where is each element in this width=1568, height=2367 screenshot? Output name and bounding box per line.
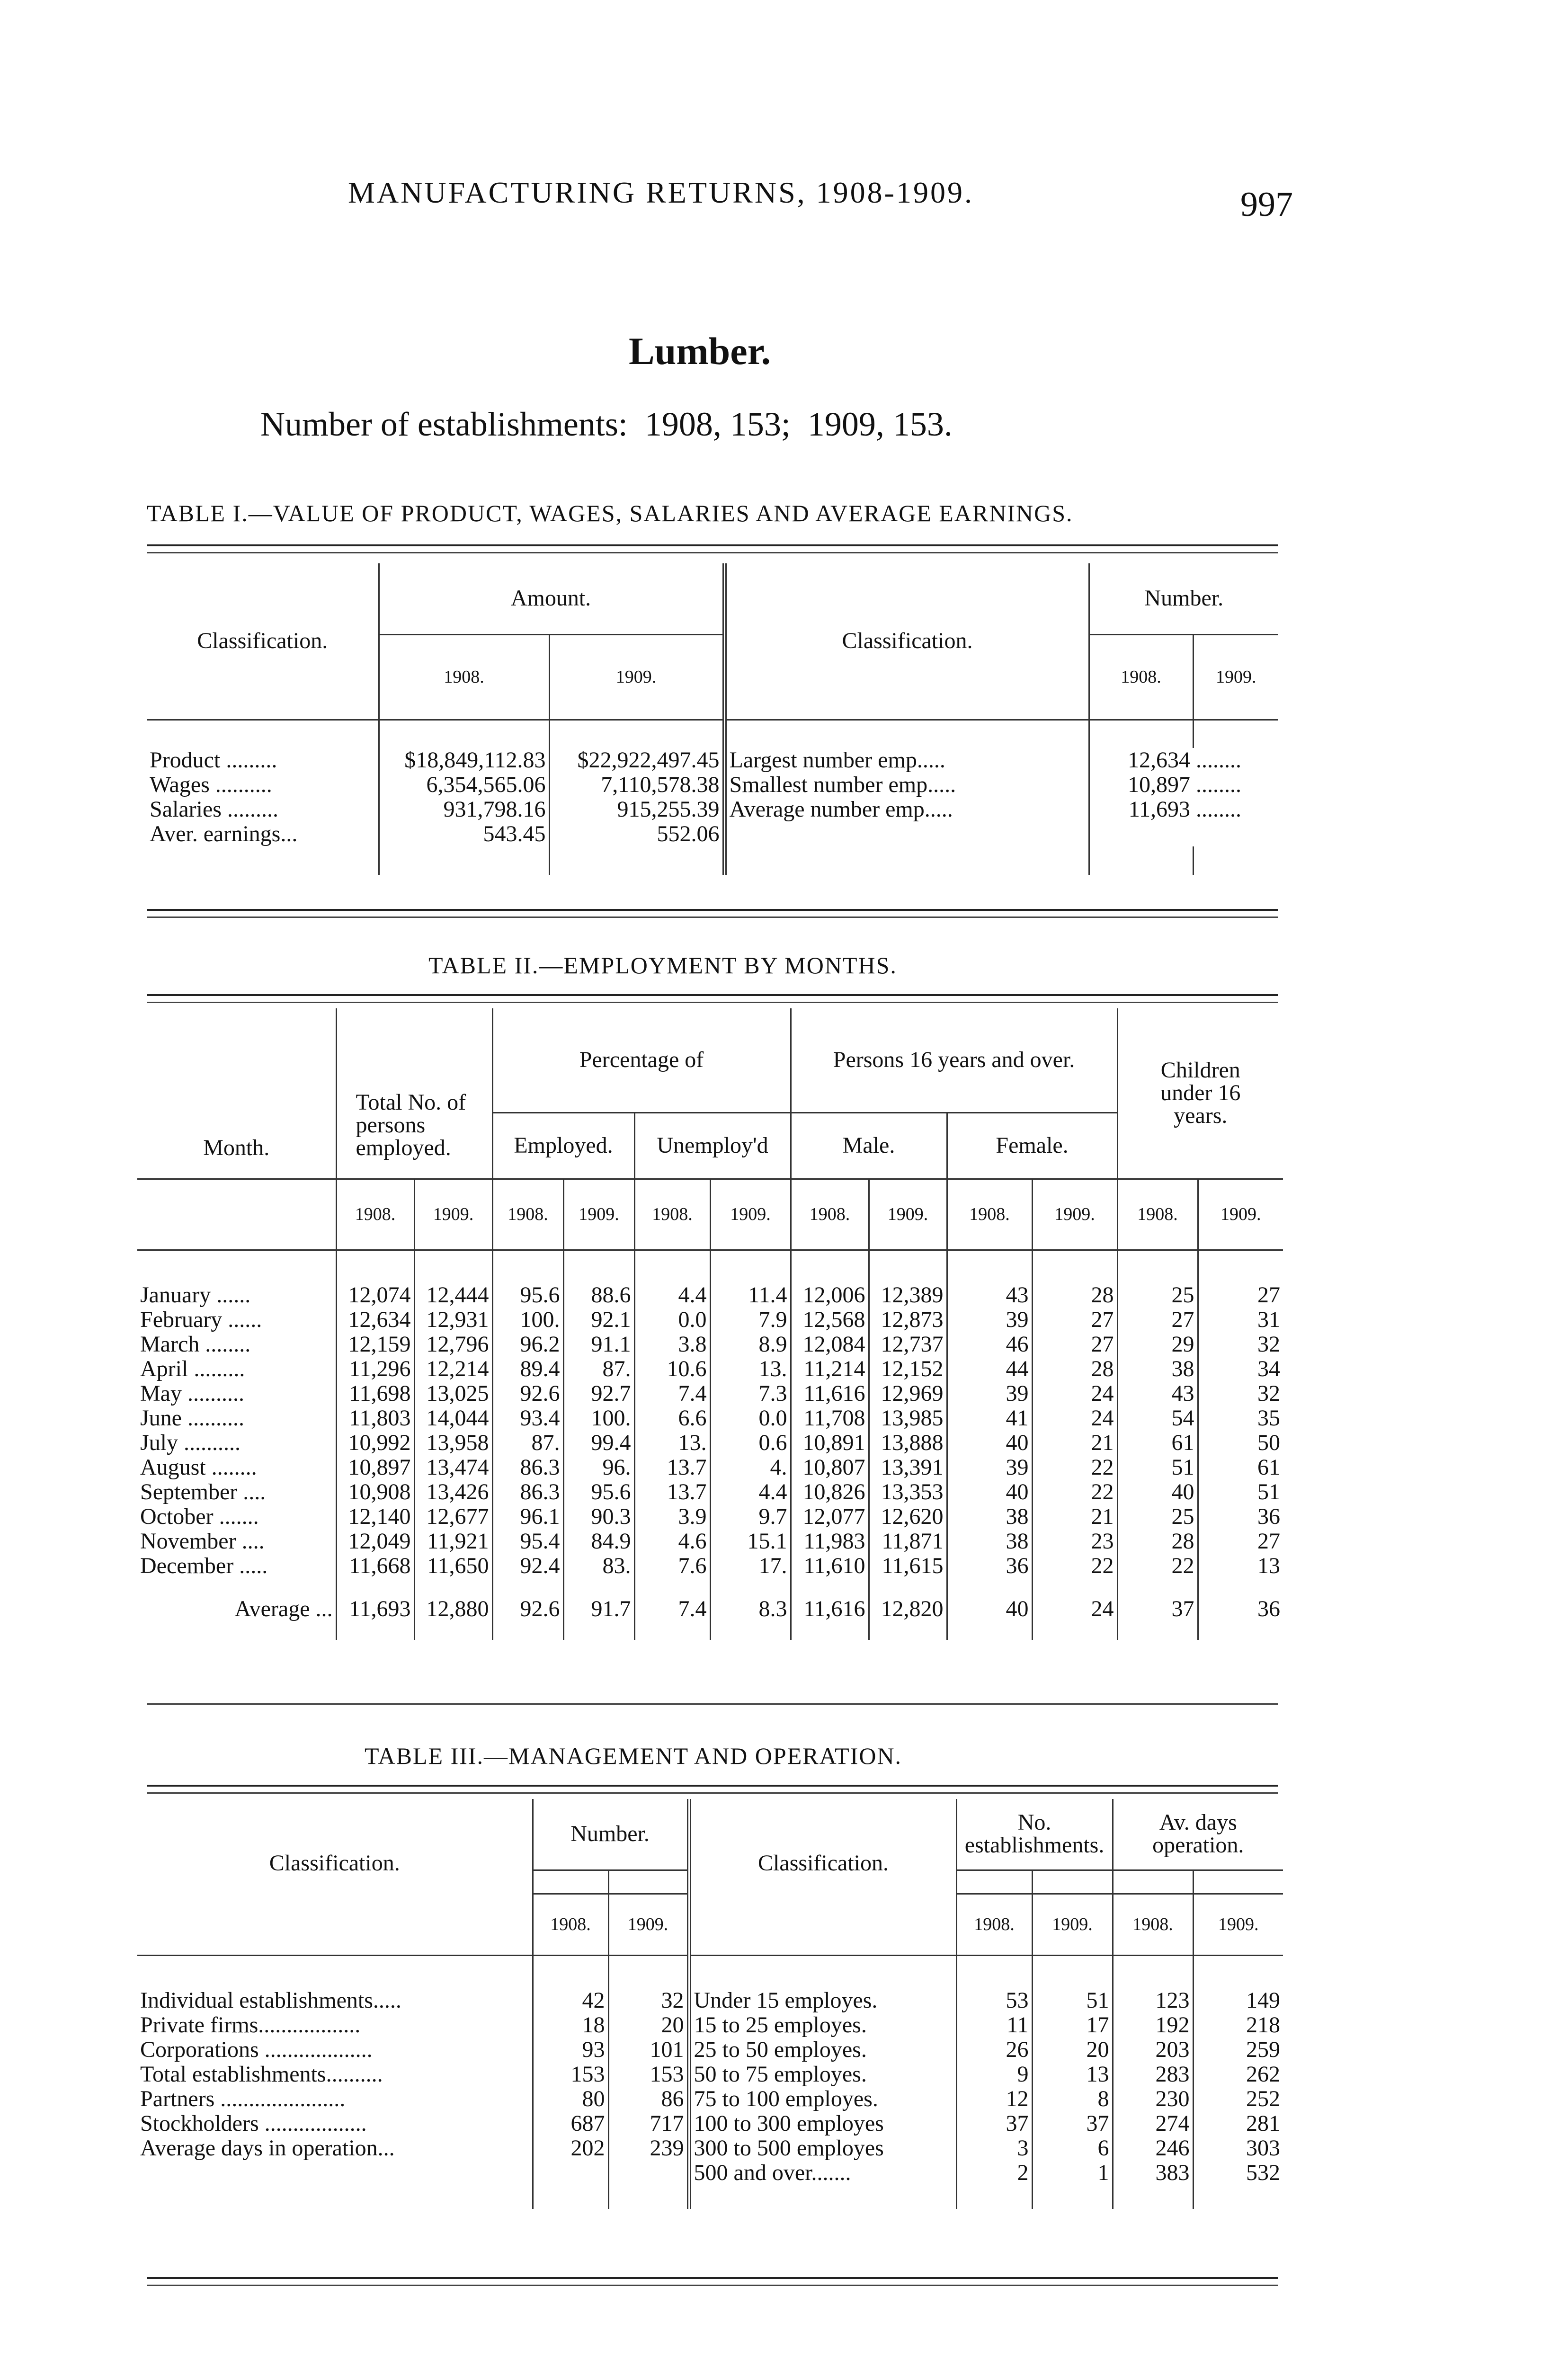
table3: Classification. Number. Classification. No. establishments. Av. days operation. 1908. 1909. 1908. 1909. 1908. 1909. Individual establishments..... 42 32 Under 15 employes. 53 51 123 149 Private firms.................. 18 20 15 to 25 employes. 11 17 192 218 Corporations ................... 93 101 25 to 50 employes. 26 20 203 259 Total establishments.......... 153 153 50 to 75 employes. 9 13 283 262 Partners ...................... 80 86 75 to 100 employes. 12 8 230 252 Stockholders .................. 687 717 100 to 300 employes 37 37 274 281 Average days in operation... 202 239 300 to 500 employes 3 6 246 303 500 and over....... 2 1 383 532	[137, 1799, 1283, 2209]
table3-caption: TABLE III.—MANAGEMENT AND OPERATION.	[365, 1743, 902, 1769]
table-row: Salaries ......... 931,798.16 915,255.39 Average number emp..... 11,693 ........	[150, 797, 1241, 822]
table-row: Partners ...................... 80 86 75 to 100 employes. 12 8 230 252	[137, 2087, 1283, 2111]
t3-h-days: Av. days operation.	[1113, 1799, 1283, 1870]
t1-h-classification-right: Classification.	[724, 563, 1089, 720]
table1-caption: TABLE I.—VALUE OF PRODUCT, WAGES, SALARIES AND AVERAGE EARNINGS.	[147, 500, 1073, 526]
table-row: September .... 10,908 13,426 86.3 95.6 13.7 4.4 10,826 13,353 40 22 40 51	[137, 1480, 1283, 1504]
table-row: Corporations ................... 93 101 25 to 50 employes. 26 20 203 259	[137, 2038, 1283, 2062]
table-row: March ........ 12,159 12,796 96.2 91.1 3.8 8.9 12,084 12,737 46 27 29 32	[137, 1332, 1283, 1357]
table-row: January ...... 12,074 12,444 95.6 88.6 4.4 11.4 12,006 12,389 43 28 25 27	[137, 1283, 1283, 1308]
t1-h-number-1909: 1909.	[1193, 634, 1278, 720]
t2-h-children: Children under 16 years.	[1117, 1008, 1283, 1179]
page-title: Lumber.	[629, 329, 771, 373]
table-row: Wages .......... 6,354,565.06 7,110,578.38 Smallest number emp..... 10,897 ........	[150, 773, 1241, 797]
table-row: Aver. earnings... 543.45 552.06	[147, 822, 1278, 846]
t2-h-total: Total No. of persons employed.	[336, 1008, 492, 1179]
t2-h-male: Male.	[791, 1112, 947, 1179]
t1-h-classification-left: Classification.	[197, 628, 328, 654]
table-row: Private firms.................. 18 20 15 to 25 employes. 11 17 192 218	[137, 2013, 1283, 2038]
table2: Month. Total No. of persons employed. Percentage of Persons 16 years and over. Children under 16 years. Employed. Unemploy'd Male. Female. 1908. 1909. 1908. 1909. 1908. 1909. 1908. 1909. 1908. 1909. 1908. 1909. January ...... 12,074 12,444 95.6 88.6 4.4 11.4 12,006 12,389 43 28 25 27 February ...... 12,634 12,931 100. 92.1 0.0 7.9 12,568 12,873 39 27 27 31 March ........ 12,159 12,796 96.2 91.1 3.8 8.9 12,084 12,737 46 27 29 32 April ......... 11,296 12,214 89.4 87. 10.6 13. 11,214 12,152 44 28 38 34 May .......... 11,698 13,025 92.6 92.7 7.4 7.3 11,616 12,969 39 24 43 32 June .......... 11,803 14,044 93.4 100. 6.6 0.0 11,708 13,985 41 24 54 35 July .......... 10,992 13,958 87. 99.4 13. 0.6 10,891 13,888 40 21 61 50 August ........ 10,897 13,474 86.3 96. 13.7 4. 10,807 13,391 39 22 51 61 September .... 10,908 13,426 86.3 95.6 13.7 4.4 10,826 13,353 40 22 40 51 October ....... 12,140 12,677 96.1 90.3 3.9 9.7 12,077 12,620 38 21 25 36 November .... 12,049 11,921 95.4 84.9 4.6 15.1 11,983 11,871 38 23 28 27 December ..... 11,668 11,650 92.4 83. 7.6 17. 11,610 11,615 36 22 22 13 Average ... 11,693 12,880 92.6 91.7 7.4 8.3 11,616 12,820 40 24 37 36	[137, 1008, 1283, 1640]
t2-h-month: Month.	[203, 1135, 270, 1160]
t2-h-employed: Employed.	[492, 1112, 634, 1179]
page-subtitle: Number of establishments: 1908, 153; 1909, 153.	[260, 405, 953, 443]
table-row-average: Average ... 11,693 12,880 92.6 91.7 7.4 8.3 11,616 12,820 40 24 37 36	[137, 1593, 1283, 1626]
t1-h-number-1908: 1908.	[1089, 634, 1193, 720]
t2-h-persons16: Persons 16 years and over.	[791, 1008, 1117, 1112]
t1-h-amount: Amount.	[379, 563, 724, 634]
t2-h-unemployed: Unemploy'd	[634, 1112, 791, 1179]
table1	[147, 563, 1278, 875]
t3-h-classification-right: Classification.	[689, 1799, 956, 1894]
table-row: 500 and over....... 2 1 383 532	[137, 2161, 1283, 2185]
running-header: MANUFACTURING RETURNS, 1908-1909.	[348, 176, 974, 209]
t1-h-amount-1909: 1909.	[549, 634, 724, 720]
t3-h-estab: No. establishments.	[956, 1799, 1113, 1870]
t3-h-number: Number.	[533, 1799, 689, 1870]
table-row: Total establishments.......... 153 153 50 to 75 employes. 9 13 283 262	[137, 2062, 1283, 2087]
t1-h-amount-1908: 1908.	[379, 634, 549, 720]
table-row: December ..... 11,668 11,650 92.4 83. 7.6 17. 11,610 11,615 36 22 22 13	[137, 1554, 1283, 1578]
t2-h-female: Female.	[947, 1112, 1117, 1179]
table-row: October ....... 12,140 12,677 96.1 90.3 3.9 9.7 12,077 12,620 38 21 25 36	[137, 1504, 1283, 1529]
table-row: February ...... 12,634 12,931 100. 92.1 0.0 7.9 12,568 12,873 39 27 27 31	[137, 1308, 1283, 1332]
table-row: April ......... 11,296 12,214 89.4 87. 10.6 13. 11,214 12,152 44 28 38 34	[137, 1357, 1283, 1381]
page-number: 997	[1240, 185, 1293, 224]
table-row: Individual establishments..... 42 32 Under 15 employes. 53 51 123 149	[137, 1988, 1283, 2013]
t2-h-percentage: Percentage of	[492, 1008, 791, 1112]
t3-h-classification-left: Classification.	[269, 1851, 400, 1876]
table-row: June .......... 11,803 14,044 93.4 100. 6.6 0.0 11,708 13,985 41 24 54 35	[137, 1406, 1283, 1431]
t1-h-number: Number.	[1089, 563, 1278, 634]
table-row: Stockholders .................. 687 717 100 to 300 employes 37 37 274 281	[137, 2111, 1283, 2136]
table-row: Product ......... $18,849,112.83 $22,922,497.45 Largest number emp..... 12,634 ........	[150, 748, 1241, 773]
table2-caption: TABLE II.—EMPLOYMENT BY MONTHS.	[428, 952, 897, 979]
table-row: August ........ 10,897 13,474 86.3 96. 13.7 4. 10,807 13,391 39 22 51 61	[137, 1455, 1283, 1480]
table-row: July .......... 10,992 13,958 87. 99.4 13. 0.6 10,891 13,888 40 21 61 50	[137, 1431, 1283, 1455]
table-row: November .... 12,049 11,921 95.4 84.9 4.6 15.1 11,983 11,871 38 23 28 27	[137, 1529, 1283, 1554]
table-row: Average days in operation... 202 239 300 to 500 employes 3 6 246 303	[137, 2136, 1283, 2161]
table-row: May .......... 11,698 13,025 92.6 92.7 7.4 7.3 11,616 12,969 39 24 43 32	[137, 1381, 1283, 1406]
